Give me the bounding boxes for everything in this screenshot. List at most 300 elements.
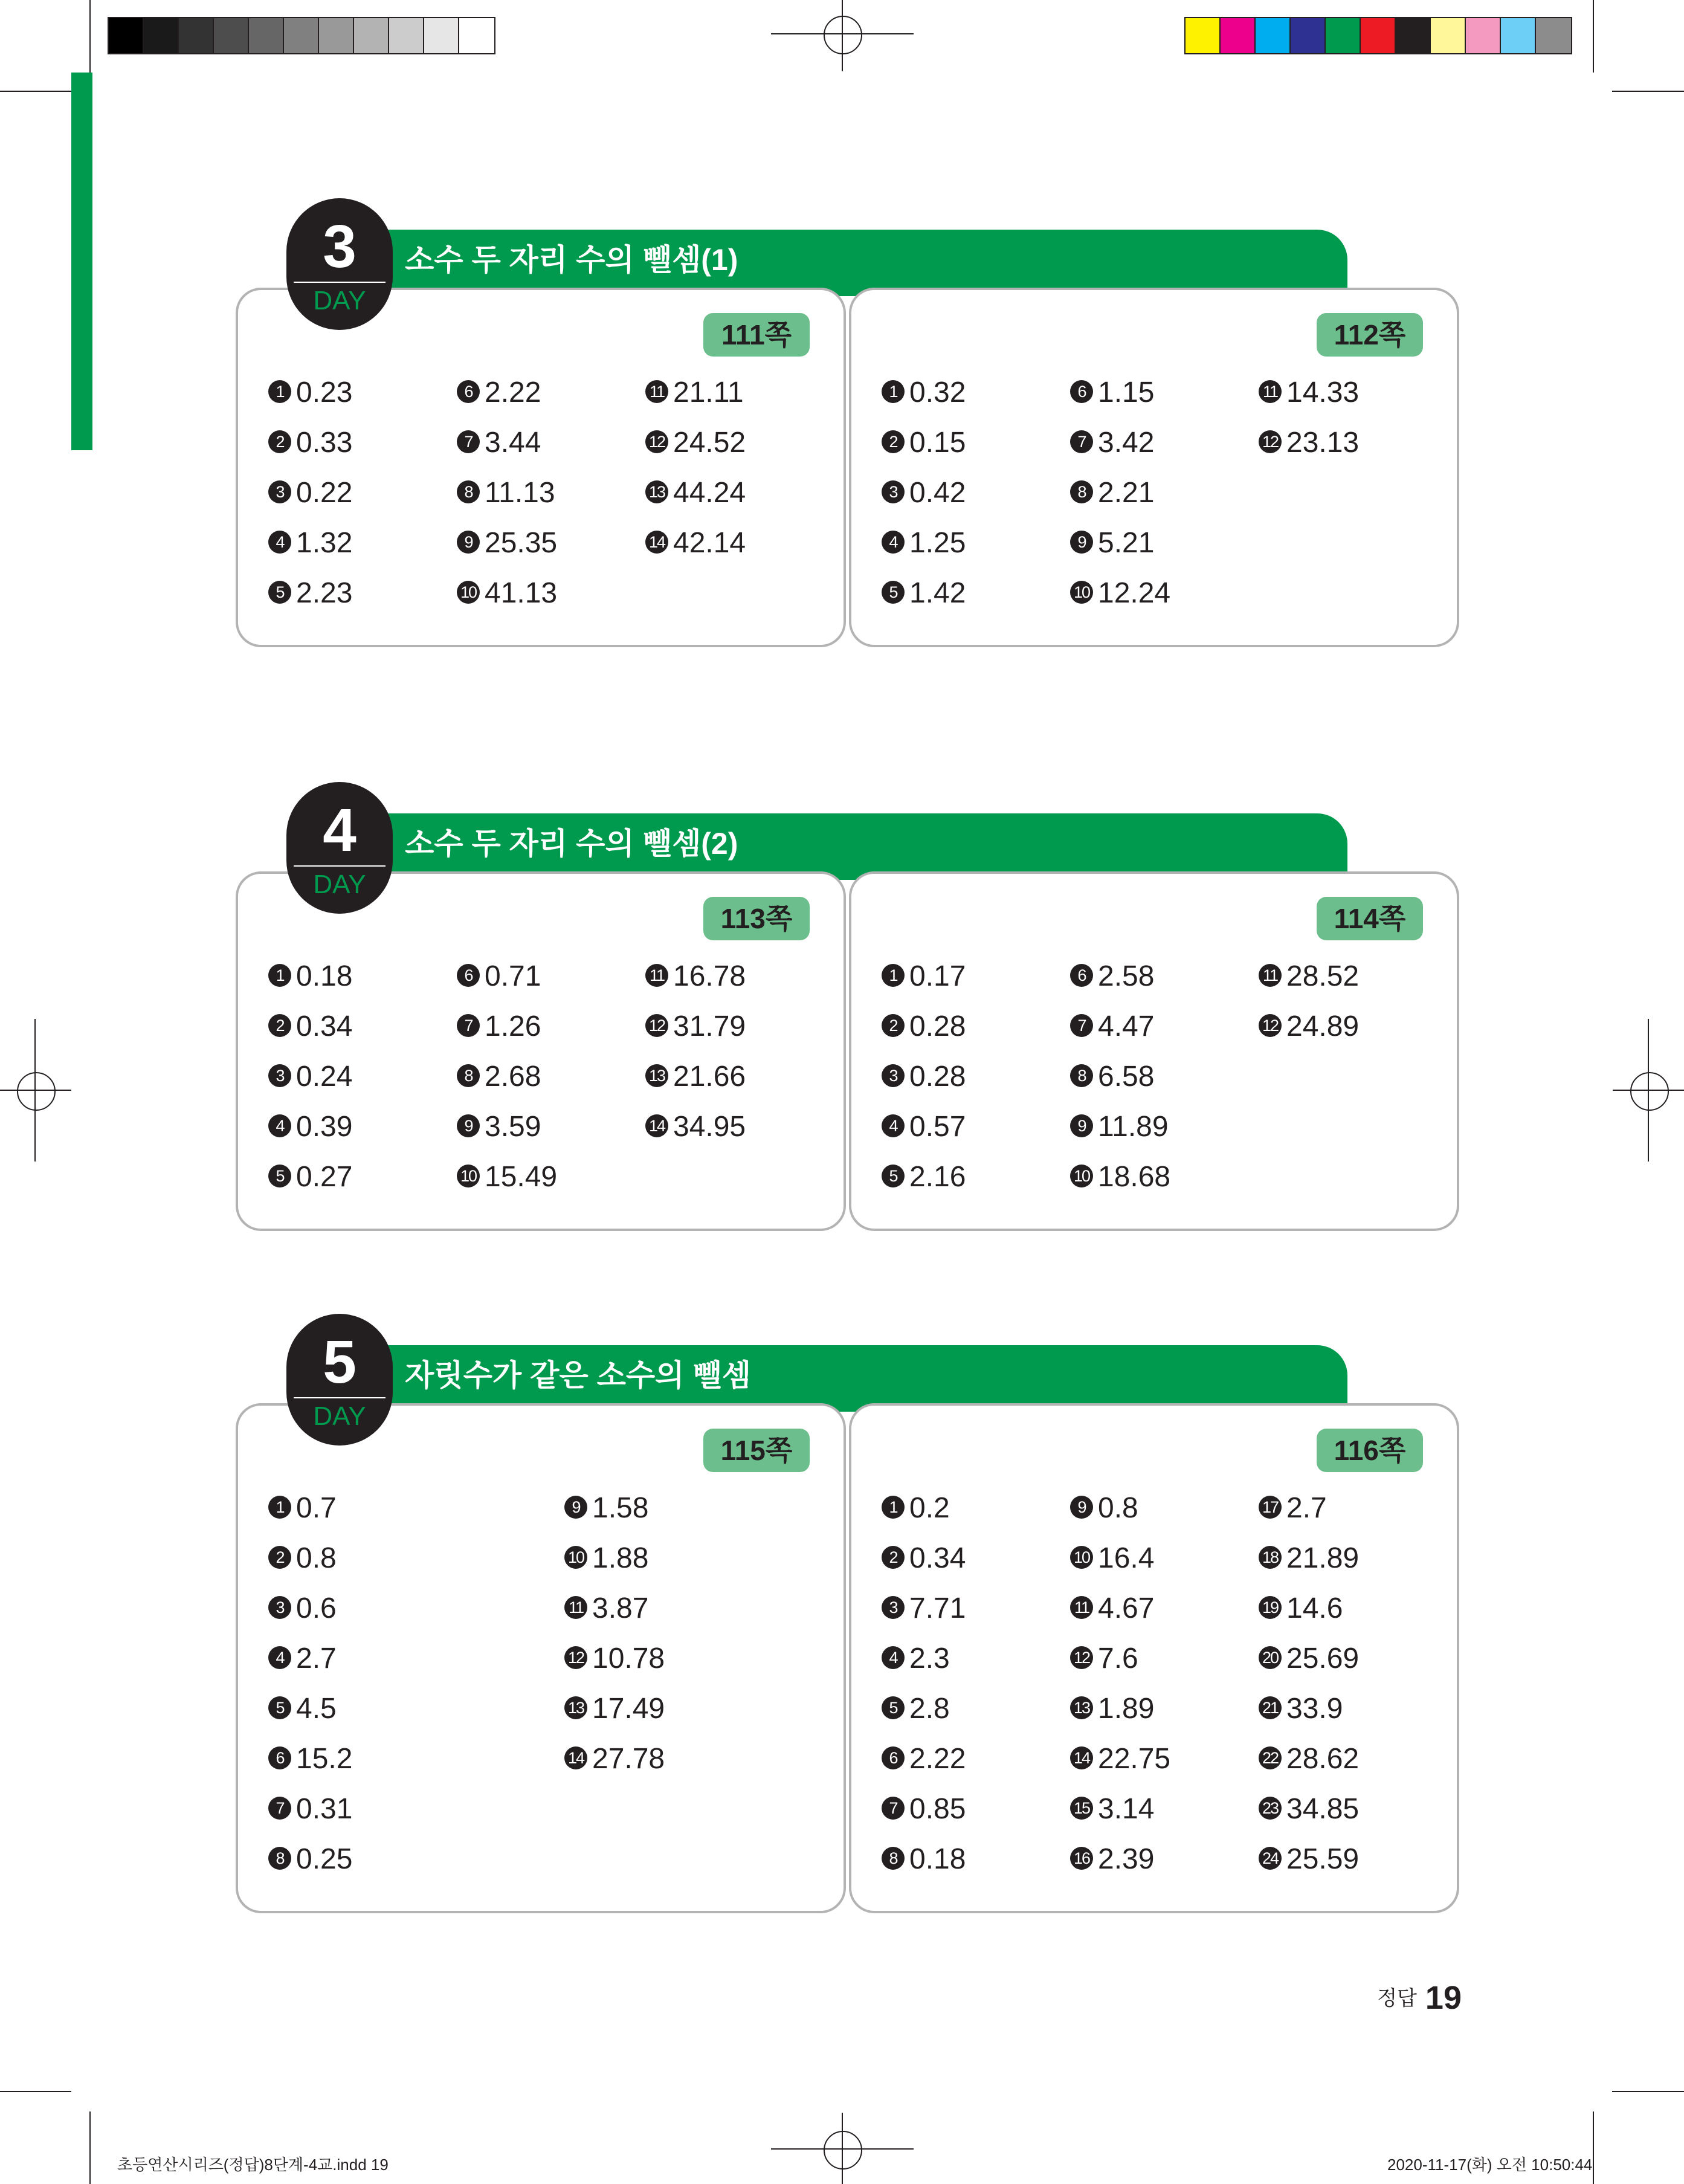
registration-line <box>0 1090 71 1091</box>
answer-item <box>882 1156 966 1198</box>
answer-item <box>1070 1638 1138 1680</box>
answer-item <box>882 1106 966 1148</box>
answer-value: 1.58 <box>592 1492 649 1524</box>
color-swatch <box>1221 18 1256 53</box>
answer-panel-left <box>236 871 846 1231</box>
answer-value: 42.14 <box>673 527 746 559</box>
day-number: 3 <box>323 213 356 280</box>
answer-item <box>645 1056 746 1098</box>
answer-value: 0.27 <box>296 1161 353 1193</box>
answer-item <box>1259 1638 1359 1680</box>
color-swatch <box>1361 18 1396 53</box>
day-badge <box>286 1314 393 1446</box>
problem-number: 14 <box>645 1114 668 1137</box>
day-label: DAY <box>313 870 366 899</box>
answer-value: 0.28 <box>909 1010 966 1042</box>
answer-value: 21.89 <box>1286 1542 1360 1574</box>
problem-number: 5 <box>268 1165 291 1187</box>
answer-value: 0.42 <box>909 477 966 509</box>
color-swatch <box>284 18 319 53</box>
crop-mark <box>0 91 71 92</box>
problem-number: 7 <box>1070 1014 1093 1037</box>
problem-number: 10 <box>1070 581 1093 604</box>
answer-item <box>882 1638 950 1680</box>
answer-item <box>268 1588 337 1630</box>
answer-value: 3.42 <box>1098 427 1155 459</box>
answer-item <box>457 955 541 998</box>
day-number: 4 <box>323 796 356 864</box>
problem-number: 5 <box>882 1165 905 1187</box>
color-swatch <box>1536 18 1571 53</box>
answer-item <box>882 422 966 464</box>
answer-item <box>1259 372 1359 414</box>
problem-number: 23 <box>1259 1797 1282 1820</box>
slug-timestamp: 2020-11-17(화) 오전 10:50:44 <box>1387 2156 1593 2174</box>
problem-number: 19 <box>1259 1596 1282 1619</box>
answer-value: 1.89 <box>1098 1693 1155 1725</box>
color-bar <box>1184 17 1572 54</box>
answer-value: 2.58 <box>1098 960 1155 992</box>
answer-value: 0.57 <box>909 1111 966 1143</box>
answer-value: 4.47 <box>1098 1010 1155 1042</box>
color-swatch <box>1256 18 1291 53</box>
answer-value: 2.7 <box>1286 1492 1327 1524</box>
answer-item <box>1070 1056 1154 1098</box>
answer-value: 0.22 <box>296 477 353 509</box>
answer-value: 0.32 <box>909 376 966 409</box>
color-swatch <box>424 18 459 53</box>
answer-value: 2.8 <box>909 1693 950 1725</box>
answer-value: 16.78 <box>673 960 746 992</box>
problem-number: 6 <box>1070 380 1093 403</box>
problem-number: 24 <box>1259 1847 1282 1870</box>
problem-number: 7 <box>882 1797 905 1820</box>
answer-item <box>882 1537 966 1580</box>
problem-number: 9 <box>564 1496 587 1519</box>
problem-number: 5 <box>268 1696 291 1719</box>
problem-number: 12 <box>1070 1646 1093 1669</box>
crop-mark <box>0 2091 71 2092</box>
answer-value: 33.9 <box>1286 1693 1343 1725</box>
problem-number: 15 <box>1070 1797 1093 1820</box>
answer-value: 3.44 <box>485 427 541 459</box>
answer-item <box>268 472 352 514</box>
answer-value: 28.62 <box>1286 1743 1360 1775</box>
answer-value: 1.88 <box>592 1542 649 1574</box>
answer-item <box>268 1738 352 1780</box>
problem-number: 2 <box>268 430 291 453</box>
crop-mark <box>1593 2111 1594 2184</box>
answer-item <box>1259 955 1359 998</box>
problem-number: 9 <box>1070 1114 1093 1137</box>
answer-item <box>882 1688 950 1730</box>
problem-number: 6 <box>882 1746 905 1769</box>
answer-item <box>1070 1738 1170 1780</box>
answer-panel-right <box>849 1403 1459 1913</box>
problem-number: 13 <box>1070 1696 1093 1719</box>
problem-number: 6 <box>457 380 480 403</box>
answer-panel-left <box>236 1403 846 1913</box>
answer-item <box>457 522 557 564</box>
answer-item <box>268 1056 352 1098</box>
problem-number: 14 <box>564 1746 587 1769</box>
answer-item <box>882 1588 966 1630</box>
answer-item <box>268 1156 352 1198</box>
answer-value: 0.25 <box>296 1843 353 1875</box>
problem-number: 7 <box>1070 430 1093 453</box>
answer-value: 17.49 <box>592 1693 665 1725</box>
problem-number: 3 <box>268 1064 291 1087</box>
problem-number: 8 <box>268 1847 291 1870</box>
section-title: 소수 두 자리 수의 뺄셈(1) <box>405 243 738 277</box>
problem-number: 3 <box>268 480 291 503</box>
answer-item <box>268 1788 352 1830</box>
answer-value: 3.87 <box>592 1592 649 1624</box>
problem-number: 4 <box>268 1114 291 1137</box>
color-swatch <box>354 18 389 53</box>
day-label: DAY <box>313 286 366 315</box>
problem-number: 2 <box>268 1014 291 1037</box>
problem-number: 11 <box>564 1596 587 1619</box>
crop-mark <box>1612 91 1684 92</box>
page-tag: 111쪽 <box>703 313 810 357</box>
answer-value: 4.5 <box>296 1693 337 1725</box>
answer-item <box>1070 1588 1154 1630</box>
day-label: DAY <box>313 1401 366 1431</box>
color-swatch <box>1186 18 1221 53</box>
answer-value: 1.32 <box>296 527 353 559</box>
slug-filename: 초등연산시리즈(정답)8단계-4교.indd 19 <box>117 2156 389 2174</box>
page-tag: 112쪽 <box>1317 313 1423 357</box>
answer-item <box>457 1056 541 1098</box>
answer-item <box>1259 1537 1359 1580</box>
answer-item <box>457 1106 541 1148</box>
answer-value: 0.31 <box>296 1793 353 1825</box>
answer-item <box>268 1106 352 1148</box>
problem-number: 14 <box>1070 1746 1093 1769</box>
answer-value: 2.39 <box>1098 1843 1155 1875</box>
answer-value: 0.18 <box>296 960 353 992</box>
answer-value: 10.78 <box>592 1643 665 1675</box>
answer-item <box>645 372 744 414</box>
answer-item <box>1259 422 1359 464</box>
answer-value: 2.22 <box>909 1743 966 1775</box>
problem-number: 10 <box>1070 1165 1093 1187</box>
color-swatch <box>1466 18 1501 53</box>
registration-line <box>842 2113 843 2184</box>
answer-value: 2.21 <box>1098 477 1155 509</box>
answer-item <box>564 1588 648 1630</box>
problem-number: 1 <box>268 1496 291 1519</box>
answer-item <box>1259 1688 1343 1730</box>
color-swatch <box>214 18 249 53</box>
answer-item <box>564 1638 665 1680</box>
answer-value: 0.7 <box>296 1492 337 1524</box>
answer-value: 15.49 <box>485 1161 558 1193</box>
answer-value: 0.39 <box>296 1111 353 1143</box>
problem-number: 3 <box>882 480 905 503</box>
answer-value: 2.3 <box>909 1643 950 1675</box>
answer-item <box>268 522 352 564</box>
problem-number: 11 <box>1070 1596 1093 1619</box>
answer-value: 25.59 <box>1286 1843 1360 1875</box>
answer-value: 14.6 <box>1286 1592 1343 1624</box>
problem-number: 12 <box>1259 1014 1282 1037</box>
problem-number: 11 <box>1259 964 1282 987</box>
answer-value: 25.69 <box>1286 1643 1360 1675</box>
answer-value: 0.23 <box>296 376 353 409</box>
answer-value: 2.23 <box>296 577 353 609</box>
answer-item <box>268 1688 337 1730</box>
answer-value: 0.71 <box>485 960 541 992</box>
answer-item <box>1070 422 1154 464</box>
answer-item <box>457 1006 541 1048</box>
problem-number: 2 <box>882 1546 905 1569</box>
answer-value: 18.68 <box>1098 1161 1171 1193</box>
side-accent-bar <box>71 73 92 450</box>
color-swatch <box>144 18 179 53</box>
color-swatch <box>459 18 494 53</box>
problem-number: 9 <box>1070 1496 1093 1519</box>
answer-value: 0.8 <box>296 1542 337 1574</box>
problem-number: 4 <box>268 531 291 554</box>
problem-number: 12 <box>564 1646 587 1669</box>
crop-mark <box>89 2111 91 2184</box>
answer-value: 0.8 <box>1098 1492 1138 1524</box>
problem-number: 12 <box>645 1014 668 1037</box>
registration-mark <box>17 1072 56 1111</box>
answer-item <box>645 472 746 514</box>
answer-value: 21.11 <box>673 376 744 409</box>
problem-number: 6 <box>457 964 480 987</box>
answer-item <box>1070 1688 1154 1730</box>
problem-number: 4 <box>882 1646 905 1669</box>
answer-value: 7.6 <box>1098 1643 1138 1675</box>
day-badge <box>286 198 393 330</box>
answer-item <box>268 572 352 615</box>
answer-item <box>1070 1838 1154 1881</box>
day-badge <box>286 782 393 914</box>
problem-number: 7 <box>457 1014 480 1037</box>
page-number: 19 <box>1425 1980 1462 2016</box>
answer-value: 1.25 <box>909 527 966 559</box>
problem-number: 3 <box>268 1596 291 1619</box>
answer-item <box>457 1156 557 1198</box>
color-swatch <box>319 18 354 53</box>
problem-number: 4 <box>882 1114 905 1137</box>
answer-value: 2.68 <box>485 1061 541 1093</box>
answer-value: 2.16 <box>909 1161 966 1193</box>
answer-value: 0.18 <box>909 1843 966 1875</box>
page-tag: 113쪽 <box>703 897 810 940</box>
answer-value: 1.26 <box>485 1010 541 1042</box>
problem-number: 6 <box>1070 964 1093 987</box>
problem-number: 10 <box>564 1546 587 1569</box>
answer-value: 4.67 <box>1098 1592 1155 1624</box>
answer-value: 44.24 <box>673 477 746 509</box>
section-title: 자릿수가 같은 소수의 뺄셈 <box>405 1359 751 1392</box>
answer-value: 6.58 <box>1098 1061 1155 1093</box>
answer-item <box>882 522 966 564</box>
answer-item <box>268 1838 352 1881</box>
answer-value: 28.52 <box>1286 960 1360 992</box>
problem-number: 16 <box>1070 1847 1093 1870</box>
problem-number: 7 <box>268 1797 291 1820</box>
registration-mark <box>1630 1072 1669 1111</box>
answer-item <box>1070 522 1154 564</box>
answer-value: 0.6 <box>296 1592 337 1624</box>
problem-number: 21 <box>1259 1696 1282 1719</box>
answer-value: 21.66 <box>673 1061 746 1093</box>
color-swatch <box>179 18 214 53</box>
problem-number: 8 <box>882 1847 905 1870</box>
footer-label: 정답 <box>1377 1987 1417 2010</box>
color-swatch <box>1431 18 1466 53</box>
answer-item <box>882 1738 966 1780</box>
color-swatch <box>1326 18 1361 53</box>
answer-value: 0.85 <box>909 1793 966 1825</box>
problem-number: 5 <box>882 1696 905 1719</box>
answer-value: 1.15 <box>1098 376 1155 409</box>
answer-item <box>882 1006 966 1048</box>
answer-item <box>645 1106 746 1148</box>
answer-panel-right <box>849 288 1459 647</box>
problem-number: 11 <box>645 380 668 403</box>
answer-value: 11.13 <box>485 477 555 509</box>
answer-item <box>1070 1788 1154 1830</box>
answer-item <box>645 955 746 998</box>
problem-number: 8 <box>1070 1064 1093 1087</box>
page-tag: 115쪽 <box>703 1429 810 1472</box>
answer-value: 0.17 <box>909 960 966 992</box>
answer-item <box>1070 372 1154 414</box>
problem-number: 3 <box>882 1596 905 1619</box>
answer-item <box>268 1487 337 1530</box>
problem-number: 9 <box>1070 531 1093 554</box>
answer-value: 0.15 <box>909 427 966 459</box>
answer-item <box>882 572 966 615</box>
page-footer <box>1377 1979 1462 2017</box>
page-tag: 116쪽 <box>1317 1429 1423 1472</box>
problem-number: 11 <box>1259 380 1282 403</box>
crop-mark <box>1593 0 1594 73</box>
answer-item <box>1259 1487 1327 1530</box>
problem-number: 13 <box>645 1064 668 1087</box>
answer-value: 12.24 <box>1098 577 1171 609</box>
problem-number: 18 <box>1259 1546 1282 1569</box>
answer-item <box>882 1788 966 1830</box>
answer-value: 24.52 <box>673 427 746 459</box>
grayscale-bar <box>108 17 495 54</box>
problem-number: 12 <box>645 430 668 453</box>
problem-number: 3 <box>882 1064 905 1087</box>
answer-item <box>457 422 541 464</box>
answer-value: 0.2 <box>909 1492 950 1524</box>
answer-value: 27.78 <box>592 1743 665 1775</box>
answer-value: 1.42 <box>909 577 966 609</box>
problem-number: 1 <box>882 1496 905 1519</box>
problem-number: 13 <box>645 480 668 503</box>
color-swatch <box>249 18 284 53</box>
answer-value: 3.14 <box>1098 1793 1155 1825</box>
answer-item <box>1070 1156 1170 1198</box>
answer-item <box>1070 1106 1169 1148</box>
answer-value: 16.4 <box>1098 1542 1155 1574</box>
answer-item <box>882 372 966 414</box>
answer-item <box>882 1487 950 1530</box>
problem-number: 8 <box>1070 480 1093 503</box>
answer-value: 5.21 <box>1098 527 1155 559</box>
problem-number: 1 <box>882 380 905 403</box>
problem-number: 2 <box>882 430 905 453</box>
answer-item <box>457 572 557 615</box>
answer-item <box>564 1537 648 1580</box>
problem-number: 4 <box>882 531 905 554</box>
answer-item <box>268 1638 337 1680</box>
problem-number: 22 <box>1259 1746 1282 1769</box>
registration-mark <box>824 2131 862 2169</box>
crop-mark <box>1612 2091 1684 2092</box>
problem-number: 10 <box>457 581 480 604</box>
answer-value: 0.34 <box>909 1542 966 1574</box>
answer-value: 41.13 <box>485 577 558 609</box>
answer-value: 23.13 <box>1286 427 1360 459</box>
answer-value: 15.2 <box>296 1743 353 1775</box>
problem-number: 10 <box>457 1165 480 1187</box>
answer-item <box>564 1738 665 1780</box>
answer-item <box>268 1537 337 1580</box>
problem-number: 8 <box>457 480 480 503</box>
answer-item <box>1259 1006 1359 1048</box>
problem-number: 1 <box>882 964 905 987</box>
answer-value: 22.75 <box>1098 1743 1171 1775</box>
answer-value: 24.89 <box>1286 1010 1360 1042</box>
answer-item <box>645 522 746 564</box>
problem-number: 14 <box>645 531 668 554</box>
answer-value: 31.79 <box>673 1010 746 1042</box>
section-title: 소수 두 자리 수의 뺄셈(2) <box>405 827 738 861</box>
problem-number: 5 <box>268 581 291 604</box>
answer-item <box>564 1688 665 1730</box>
color-swatch <box>109 18 144 53</box>
registration-line <box>34 1019 36 1161</box>
answer-item <box>1259 1838 1359 1881</box>
answer-value: 34.95 <box>673 1111 746 1143</box>
answer-item <box>1070 1487 1138 1530</box>
answer-value: 2.22 <box>485 376 541 409</box>
problem-number: 13 <box>564 1696 587 1719</box>
answer-item <box>882 955 966 998</box>
problem-number: 11 <box>645 964 668 987</box>
answer-panel-right <box>849 871 1459 1231</box>
problem-number: 9 <box>457 531 480 554</box>
answer-value: 0.28 <box>909 1061 966 1093</box>
answer-value: 0.24 <box>296 1061 353 1093</box>
answer-item <box>564 1487 648 1530</box>
crop-mark <box>89 0 91 73</box>
answer-value: 0.34 <box>296 1010 353 1042</box>
day-number: 5 <box>323 1328 356 1396</box>
answer-item <box>268 372 352 414</box>
answer-item <box>1070 1006 1154 1048</box>
answer-item <box>1070 472 1154 514</box>
answer-value: 0.33 <box>296 427 353 459</box>
answer-value: 2.7 <box>296 1643 337 1675</box>
answer-value: 11.89 <box>1098 1111 1169 1143</box>
answer-item <box>457 372 541 414</box>
problem-number: 1 <box>268 380 291 403</box>
problem-number: 10 <box>1070 1546 1093 1569</box>
